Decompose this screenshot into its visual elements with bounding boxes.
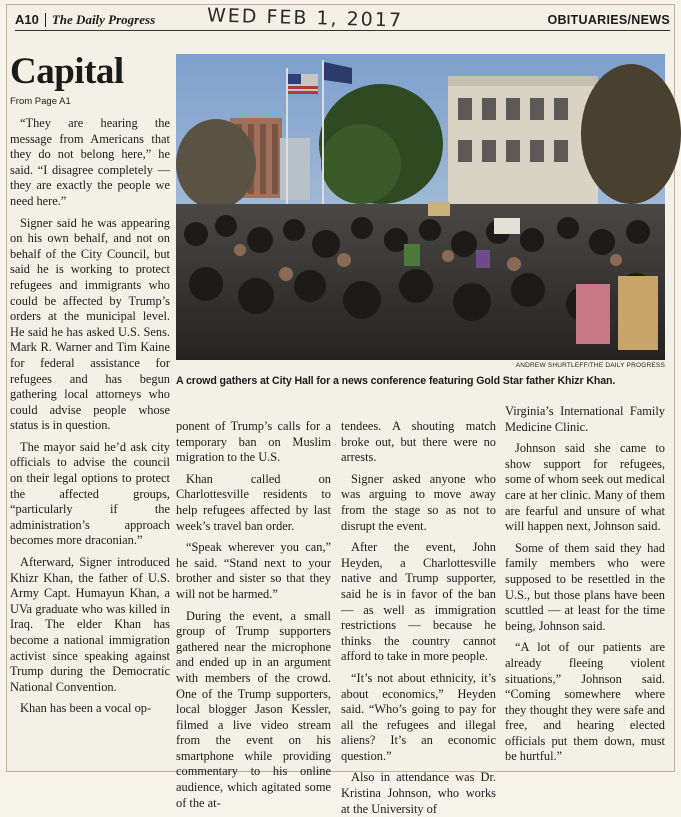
header-divider [45,13,46,27]
paragraph: Johnson said she came to show support for refugees, some of whom seek out medical care at her clinic. Many of them are fearful and unsure of what will happen next, Johnson said. [505,441,666,534]
article-column-4 [505,404,665,764]
paragraph: Khan called on Charlottesville residents to help refugees affected by last week’s travel ban order. [176,471,331,533]
photo-caption: A crowd gathers at City Hall for a news conference featuring Gold Star father Khizr Khan. [176,375,616,387]
section-name: OBITUARIES/NEWS [547,12,670,27]
article-column-1 [10,116,170,764]
paragraph: Khan has been a vocal op- [20,701,152,716]
newspaper-name: The Daily Progress [51,11,156,27]
crowd-photo [176,54,665,360]
photo-credit: ANDREW SHURTLEFF/THE DAILY PROGRESS [515,362,665,369]
paragraph: During the event, a small group of Trump supporters gathered near the microphone and ended up in an argument with members of the crowd. One of the Trump supporters, local blogger Jason Kessler, filmed a live video stream from the event on his smartphone while providing commentary to his online audience, which agitated some of the at- [176,608,331,810]
paragraph: The mayor said he’d ask city officials to advise the council on their legal options to protect the affected groups, “particularly if the administration’s approach becomes more draconian.” [10,439,170,548]
paragraph: “They are hearing the message from Americans that they do not belong here,” he said. “I disagree completely — they are exactly the people we need here.” [10,116,170,208]
paragraph: Virginia’s International Family Medicine Clinic. [505,404,665,434]
crowd-photo-image [176,54,665,360]
paragraph: Signer said he was appearing on his own behalf, and not on behalf of the City Council, but said he is working to protect refugees and immigrants who could be affected by Trump’s orders at the municipal level. He said he has asked U.S. Sens. Mark R. Warner and Tim Kaine for federal assistance for refugees and has begun gathering local attorneys who could advise people whose status is in question. [10,215,170,433]
paragraph: Some of them said they had family members who were supposed to be resettled in the U.S., but those plans have been scuttled — at least for the time being, Johnson said. [505,540,665,633]
article-column-2 [176,419,331,810]
paragraph: “It’s not about ethnicity, it’s about economics,” Heyden said. “Who’s going to pay for all the refugees and illegal aliens? It’s an economic question.” [341,670,496,763]
paragraph: After the event, John Heyden, a Charlottesville native and Trump supporter, said he is in favor of the ban — as well as immigration restrictions — because he thinks the country cannot afford to take in more people. [341,540,496,664]
jump-line: From Page A1 [10,96,71,107]
paragraph: “Speak wherever you can,” he said. “Stand next to your brother and sister so that they will not be harmed.” [176,540,331,601]
article-headline: Capital [10,51,124,92]
paragraph: “A lot of our patients are already fleeing violent situations,” Johnson said. “Coming somewhere where they thought they were safe and free, and hearing elected officials put them down, must be hurtful.” [505,640,665,764]
page-number: A10 [15,12,39,27]
paragraph: Also in attendance was Dr. Kristina Johnson, who works at the University of [341,770,496,816]
paragraph: Signer asked anyone who was arguing to move away from the stage so as not to disrupt the event. [341,471,496,533]
handwritten-date: WED FEB 1, 2017 [206,4,404,32]
paragraph: tendees. A shouting match broke out, but there were no arrests. [341,419,496,465]
paragraph: Afterward, Signer introduced Khizr Khan, the father of U.S. Army Capt. Humayun Khan, a UVa graduate who was killed in Iraq. The elder Khan has become a national immigration activist since speaking against Trump during the Democratic National Convention. [10,555,170,694]
paragraph: ponent of Trump’s calls for a temporary ban on Muslim migration to the U.S. [176,419,331,465]
article-column-3 [341,419,496,816]
page-header [15,4,670,32]
